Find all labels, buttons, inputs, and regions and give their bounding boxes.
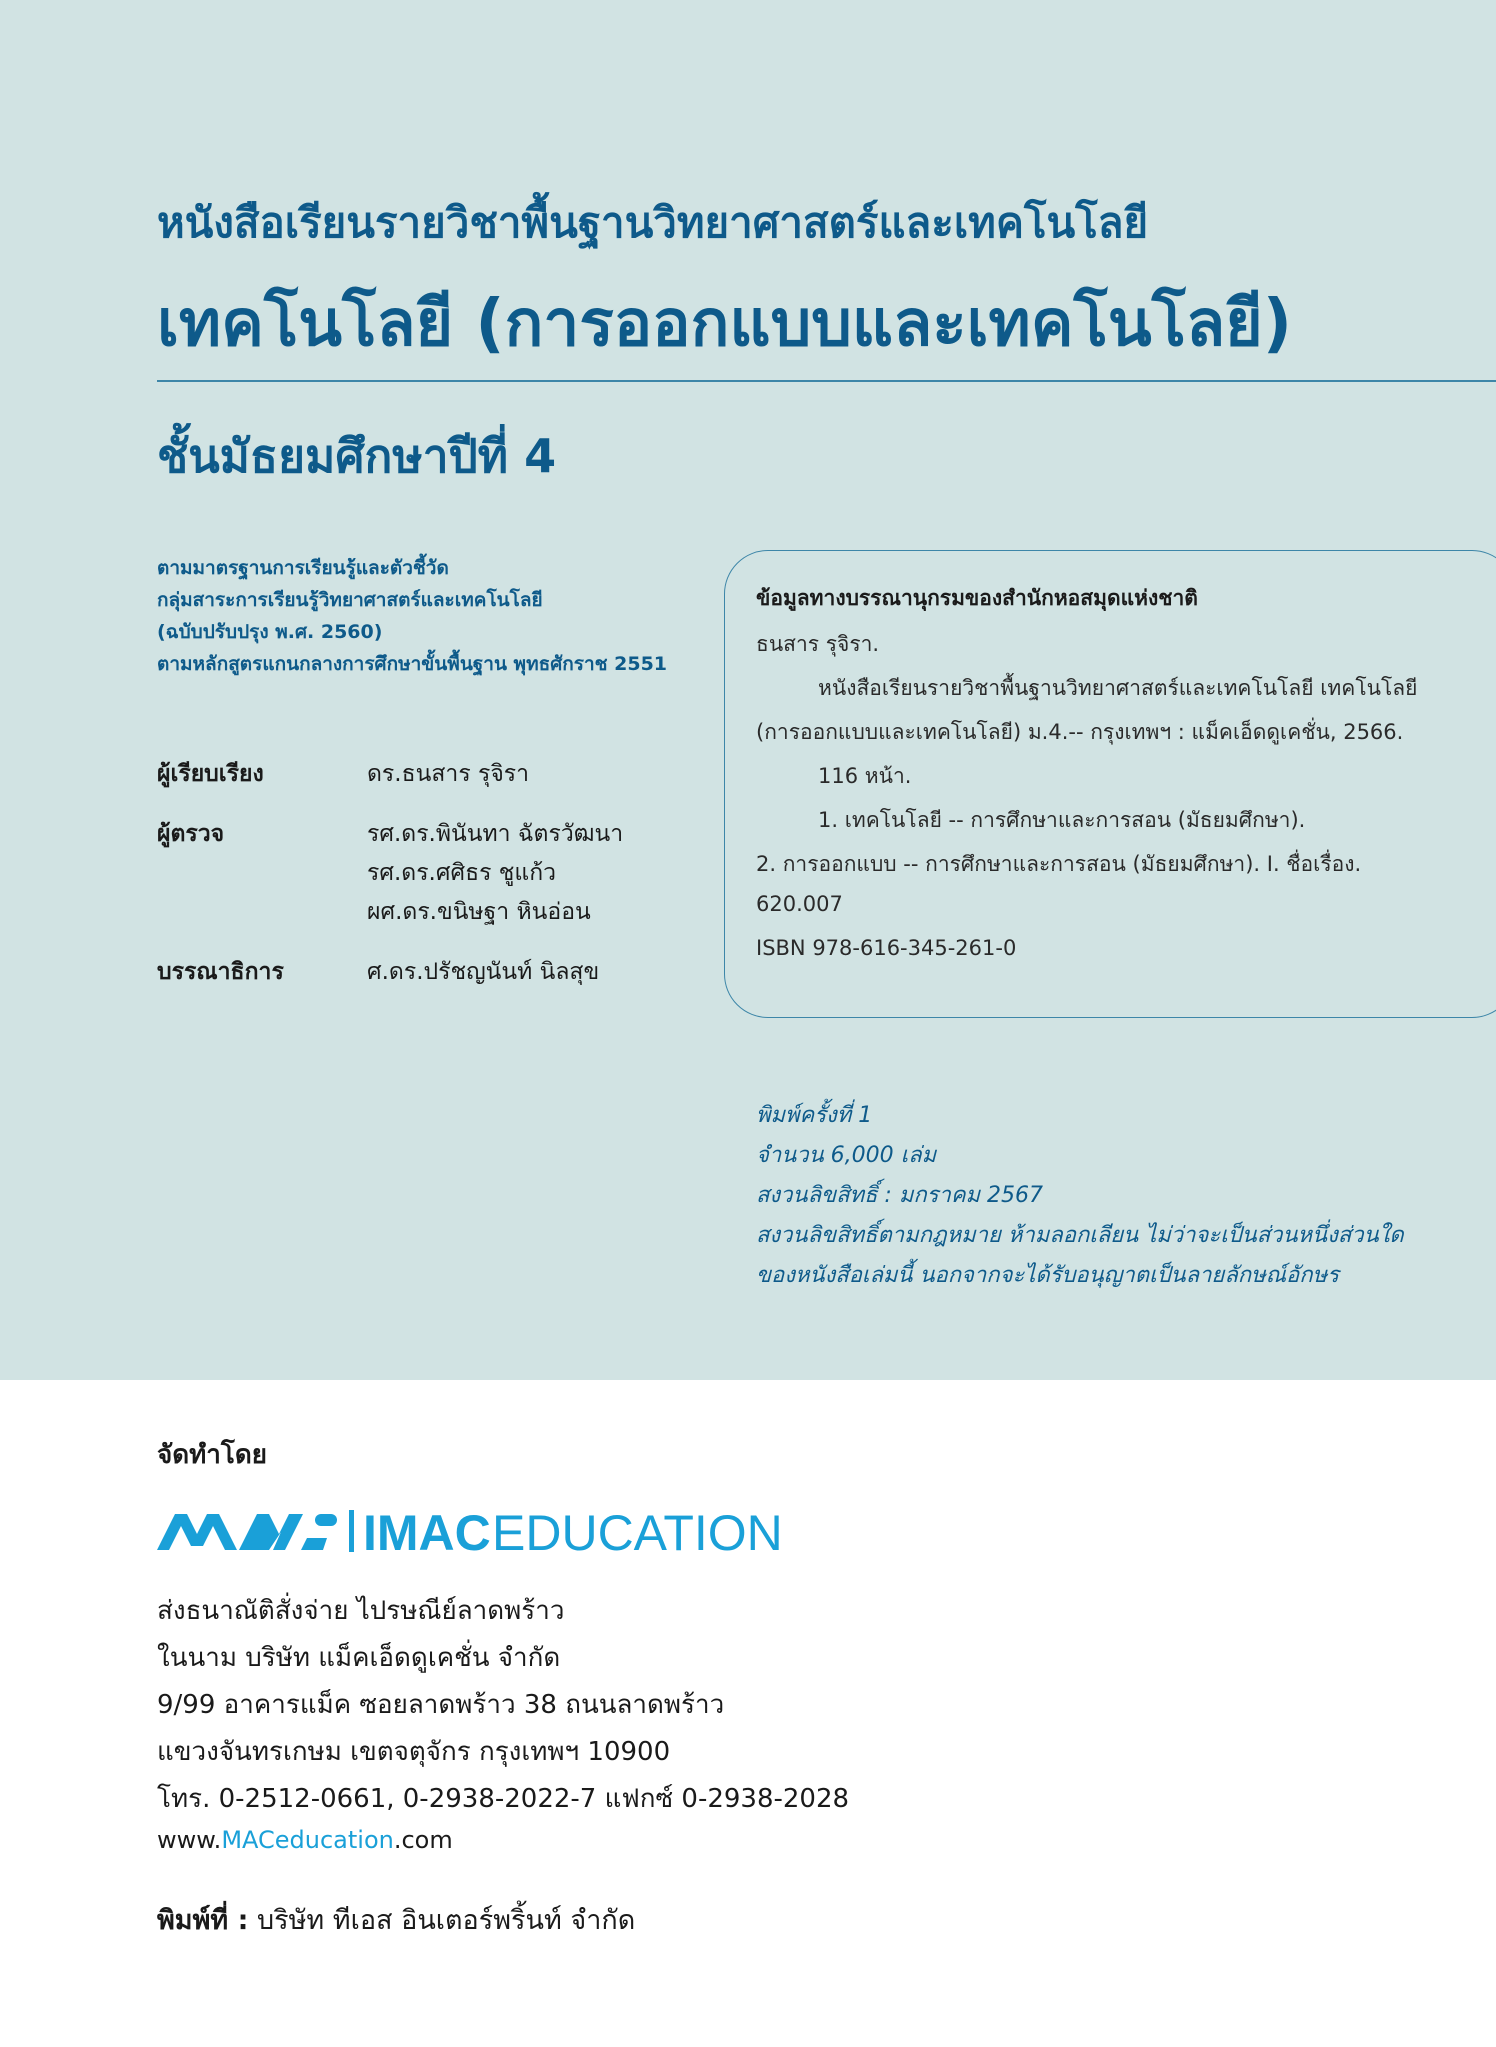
editor-label: บรรณาธิการ (157, 959, 284, 985)
web-prefix: www. (157, 1826, 222, 1854)
publisher-address (157, 1588, 849, 1823)
standard-line: (ฉบับปรับปรุง พ.ศ. 2560) (157, 621, 383, 643)
standard-line: ตามมาตรฐานการเรียนรู้และตัวชี้วัด (157, 557, 449, 579)
printer-info (157, 1898, 635, 1941)
printing-info (756, 1096, 1404, 1296)
printer-name: บริษัท ทีเอส อินเตอร์พริ้นท์ จำกัด (256, 1905, 636, 1936)
series-title: หนังสือเรียนรายวิชาพื้นฐานวิทยาศาสตร์และเทคโนโลยี (157, 198, 1149, 247)
printing-line: ของหนังสือเล่มนี้ นอกจากจะได้รับอนุญาตเป็นลายลักษณ์อักษร (756, 1263, 1339, 1288)
reviewer-name: ผศ.ดร.ขนิษฐา หินอ่อน (367, 899, 591, 925)
reviewer-label: ผู้ตรวจ (157, 821, 225, 847)
reviewer-name: รศ.ดร.พินันทา ฉัตรวัฒนา (367, 821, 624, 847)
reviewer-name: รศ.ดร.ศศิธร ชูแก้ว (367, 860, 557, 886)
printing-line: พิมพ์ครั้งที่ 1 (756, 1103, 873, 1128)
address-line: 9/99 อาคารแม็ค ซอยลาดพร้าว 38 ถนนลาดพร้าว (157, 1690, 725, 1720)
printing-line: สงวนลิขสิทธิ์ : มกราคม 2567 (756, 1183, 1044, 1208)
curriculum-standards (157, 552, 667, 680)
grade-title: ชั้นมัธยมศึกษาปีที่ 4 (157, 429, 557, 483)
cip-title: (การออกแบบและเทคโนโลยี) ม.4.-- กรุงเทพฯ : แม็คเอ็ดดูเคชั่น, 2566. (756, 720, 1404, 744)
editor-name: ศ.ดร.ปรัชญนันท์ นิลสุข (367, 959, 600, 985)
logo-text-bold: IMAC (363, 1505, 491, 1561)
cip-author: ธนสาร รุจิรา. (756, 632, 880, 656)
address-line: ส่งธนาณัติสั่งจ่าย ไปรษณีย์ลาดพร้าว (157, 1596, 565, 1626)
address-line: โทร. 0-2512-0661, 0-2938-2022-7 แฟกซ์ 0-2938-2028 (157, 1784, 850, 1814)
cip-heading: ข้อมูลทางบรรณานุกรมของสำนักหอสมุดแห่งชาติ (756, 586, 1198, 610)
standard-line: ตามหลักสูตรแกนกลางการศึกษาขั้นพื้นฐาน พุทธศักราช 2551 (157, 653, 668, 675)
standard-line: กลุ่มสาระการเรียนรู้วิทยาศาสตร์และเทคโนโลยี (157, 589, 543, 611)
author-label: ผู้เรียบเรียง (157, 761, 264, 787)
cip-pages: 116 หน้า. (818, 764, 912, 788)
made-by-label: จัดทำโดย (157, 1440, 267, 1470)
logo-text-light: EDUCATION (492, 1505, 783, 1561)
cip-subject: 2. การออกแบบ -- การศึกษาและการสอน (มัธยมศึกษา). I. ชื่อเรื่อง. (756, 852, 1362, 876)
cip-title: หนังสือเรียนรายวิชาพื้นฐานวิทยาศาสตร์และเทคโนโลยี เทคโนโลยี (818, 676, 1418, 700)
address-line: ในนาม บริษัท แม็คเอ็ดดูเคชั่น จำกัด (157, 1643, 561, 1673)
author-name: ดร.ธนสาร รุจิรา (367, 761, 530, 787)
title-divider (157, 380, 1496, 382)
cip-subject: 1. เทคโนโลยี -- การศึกษาและการสอน (มัธยมศึกษา). (818, 808, 1306, 832)
printing-line: สงวนลิขสิทธิ์ตามกฎหมาย ห้ามลอกเลียน ไม่ว่าจะเป็นส่วนหนึ่งส่วนใด (756, 1223, 1404, 1248)
book-title: เทคโนโลยี (การออกแบบและเทคโนโลยี) (157, 287, 1292, 361)
mac-education-logo (157, 1498, 797, 1562)
web-suffix: .com (393, 1826, 453, 1854)
website-link[interactable] (157, 1826, 453, 1854)
cip-classification: 620.007 (756, 892, 843, 916)
printing-line: จำนวน 6,000 เล่ม (756, 1143, 937, 1168)
web-highlight: MACeducation (221, 1826, 394, 1854)
address-line: แขวงจันทรเกษม เขตจตุจักร กรุงเทพฯ 10900 (157, 1737, 671, 1767)
printer-label: พิมพ์ที่ : (157, 1905, 249, 1936)
cip-isbn: ISBN 978-616-345-261-0 (756, 936, 1017, 960)
